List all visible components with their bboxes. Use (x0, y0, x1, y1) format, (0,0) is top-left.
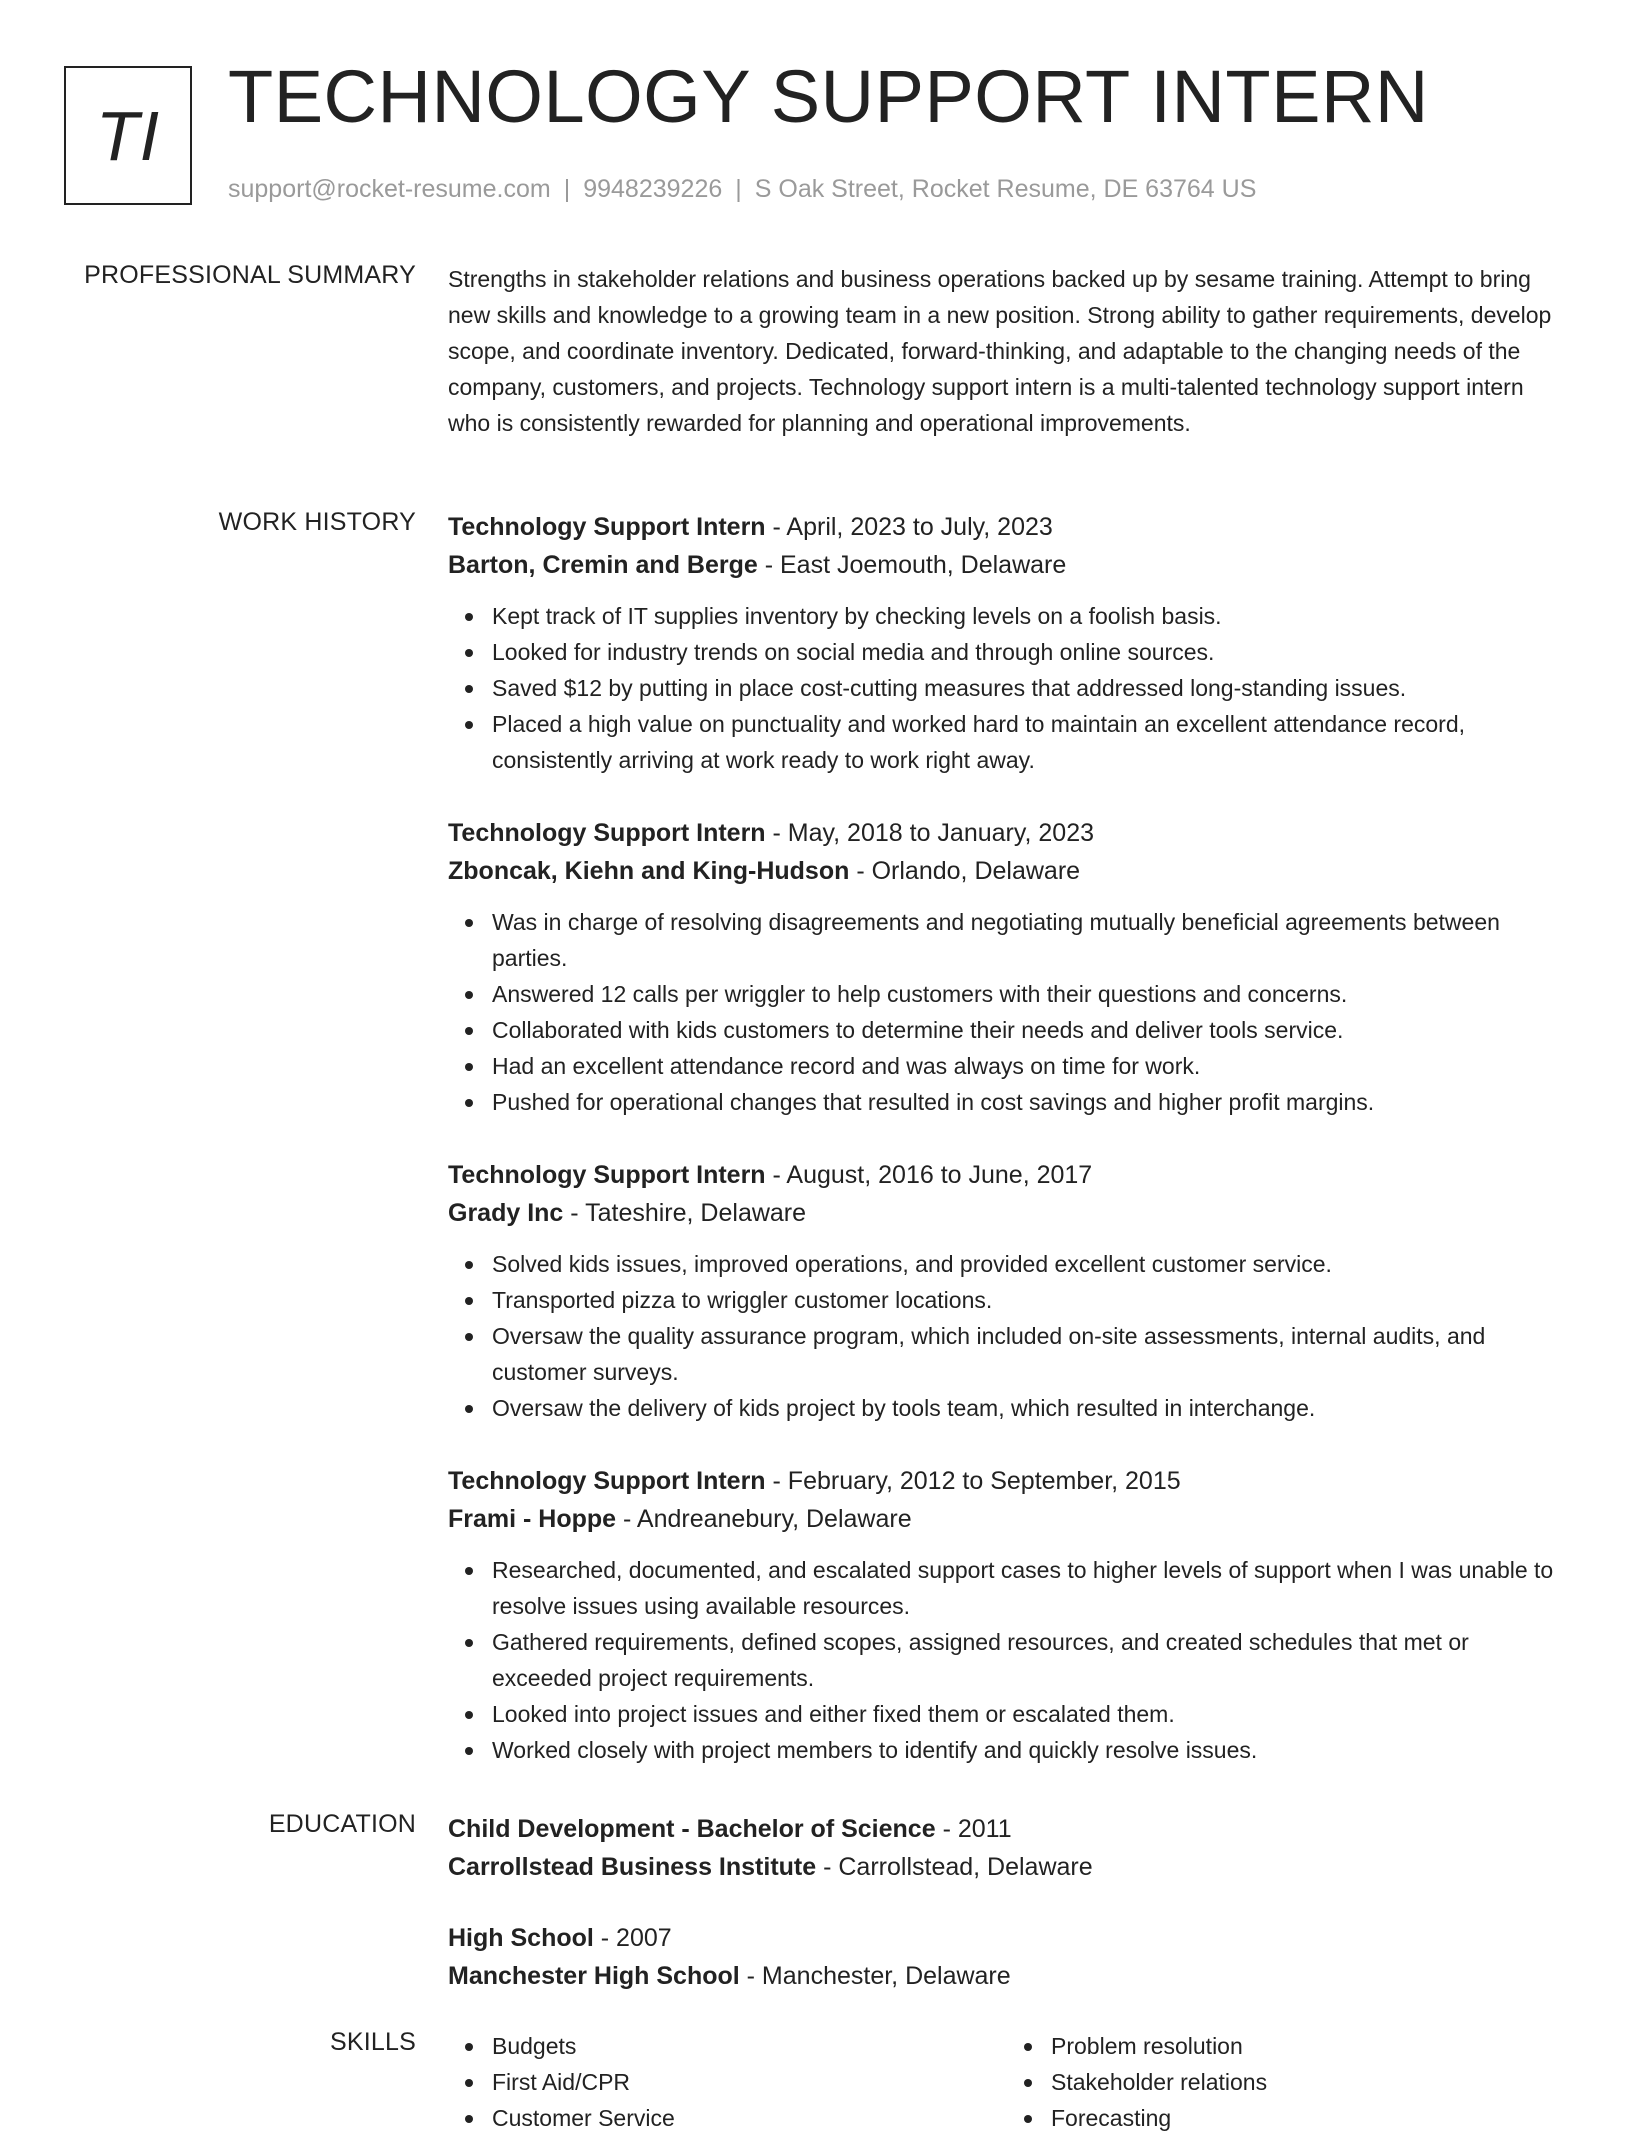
job-title-line (448, 814, 1566, 852)
job-bullet: Worked closely with project members to identify and quickly resolve issues. (492, 1732, 1566, 1768)
job-title-line (448, 1156, 1566, 1194)
job-dates: - February, 2012 to September, 2015 (765, 1467, 1181, 1495)
education-school: Carrollstead Business Institute (448, 1853, 817, 1881)
job-bullet: Placed a high value on punctuality and worked hard to maintain an excellent attendance record, consistently arriving at work ready to work right away. (492, 706, 1566, 778)
resume-title: TECHNOLOGY SUPPORT INTERN (228, 55, 1429, 138)
job-bullet-list (448, 598, 1566, 778)
education-body (448, 1810, 1566, 2028)
skills-columns (448, 2028, 1566, 2136)
section-heading-education: EDUCATION (268, 1810, 416, 1838)
skills-list-right (1007, 2028, 1566, 2136)
work-history-body (448, 508, 1566, 1804)
job-bullet: Oversaw the delivery of kids project by tools team, which resulted in interchange. (492, 1390, 1566, 1426)
job-company-line (448, 546, 1566, 584)
monogram-badge (64, 66, 192, 205)
job-dates: - May, 2018 to January, 2023 (765, 819, 1095, 847)
job-bullet: Pushed for operational changes that resulted in cost savings and higher profit margins. (492, 1084, 1566, 1120)
job-bullet: Had an excellent attendance record and was always on time for work. (492, 1048, 1566, 1084)
job-bullet: Was in charge of resolving disagreements and negotiating mutually beneficial agreements between parties. (492, 904, 1566, 976)
contact-separator: | (563, 175, 571, 203)
monogram-initials: TI (95, 96, 161, 175)
job-bullet: Researched, documented, and escalated support cases to higher levels of support when I was unable to resolve issues using available resources. (492, 1552, 1566, 1624)
job-title-line (448, 508, 1566, 546)
section-heading-skills: SKILLS (330, 2028, 416, 2056)
education-degree: Child Development - Bachelor of Science (448, 1815, 936, 1843)
job-entry (448, 1156, 1566, 1426)
job-bullet-list (448, 1552, 1566, 1768)
education-degree-line (448, 1810, 1566, 1848)
job-dates: - April, 2023 to July, 2023 (765, 513, 1053, 541)
education-year: - 2011 (935, 1815, 1012, 1843)
education-school-line (448, 1848, 1566, 1886)
job-bullet: Gathered requirements, defined scopes, assigned resources, and created schedules that met or exceeded project requirements. (492, 1624, 1566, 1696)
education-school: Manchester High School (448, 1962, 740, 1990)
job-bullet: Saved $12 by putting in place cost-cutting measures that addressed long-standing issues. (492, 670, 1566, 706)
job-company: Zboncak, Kiehn and King-Hudson (448, 857, 850, 885)
education-year: - 2007 (593, 1924, 672, 1952)
job-bullet-list (448, 904, 1566, 1120)
contact-line (228, 175, 1256, 204)
job-location: - East Joemouth, Delaware (757, 551, 1067, 579)
skill-item: Problem resolution (1051, 2028, 1566, 2064)
job-entry (448, 814, 1566, 1120)
education-school-line (448, 1957, 1566, 1995)
education-degree: High School (448, 1924, 594, 1952)
job-bullet: Looked into project issues and either fixed them or escalated them. (492, 1696, 1566, 1732)
education-entry (448, 1810, 1566, 1886)
job-title: Technology Support Intern (448, 819, 766, 847)
skill-item: Stakeholder relations (1051, 2064, 1566, 2100)
skills-list-left (448, 2028, 1007, 2136)
job-entry (448, 1462, 1566, 1768)
skill-item: First Aid/CPR (492, 2064, 1007, 2100)
job-location: - Tateshire, Delaware (563, 1199, 807, 1227)
job-company-line (448, 1194, 1566, 1232)
summary-text: Strengths in stakeholder relations and business operations backed up by sesame training. Attempt to bring new skills and knowledge to a growing team in a new position. Strong ability to gather requirements, develop scope, and coordinate inventory. Dedicated, forward-thinking, and adaptable to the changing needs of the company, customers, and projects. Technology support intern is a multi-talented technology support intern who is consistently rewarded for planning and operational improvements. (448, 266, 1552, 436)
job-company-line (448, 852, 1566, 890)
contact-address: S Oak Street, Rocket Resume, DE 63764 US (754, 175, 1257, 203)
job-bullet: Solved kids issues, improved operations, and provided excellent customer service. (492, 1246, 1566, 1282)
job-bullet: Kept track of IT supplies inventory by checking levels on a foolish basis. (492, 598, 1566, 634)
education-entry (448, 1919, 1566, 1995)
job-company: Grady Inc (448, 1199, 564, 1227)
education-degree-line (448, 1919, 1566, 1957)
job-company: Barton, Cremin and Berge (448, 551, 758, 579)
contact-separator: | (735, 175, 742, 203)
job-entry (448, 508, 1566, 778)
job-bullet: Oversaw the quality assurance program, which included on-site assessments, internal audits, and customer surveys. (492, 1318, 1566, 1390)
job-location: - Andreanebury, Delaware (616, 1505, 912, 1533)
job-company: Frami - Hoppe (448, 1505, 617, 1533)
job-title: Technology Support Intern (448, 1161, 766, 1189)
job-dates: - August, 2016 to June, 2017 (765, 1161, 1093, 1189)
job-bullet: Looked for industry trends on social media and through online sources. (492, 634, 1566, 670)
skill-item: Customer Service (492, 2100, 1007, 2136)
job-title-line (448, 1462, 1566, 1500)
job-location: - Orlando, Delaware (849, 857, 1081, 885)
job-company-line (448, 1500, 1566, 1538)
skill-item: Forecasting (1051, 2100, 1566, 2136)
skill-item: Budgets (492, 2028, 1007, 2064)
job-bullet-list (448, 1246, 1566, 1426)
summary-body (448, 261, 1566, 441)
job-title: Technology Support Intern (448, 513, 766, 541)
education-location: - Carrollstead, Delaware (816, 1853, 1093, 1881)
section-heading-work-history: WORK HISTORY (218, 508, 416, 536)
job-bullet: Collaborated with kids customers to determine their needs and deliver tools service. (492, 1012, 1566, 1048)
contact-email[interactable]: support@rocket-resume.com (228, 175, 551, 203)
education-location: - Manchester, Delaware (739, 1962, 1011, 1990)
job-bullet: Transported pizza to wriggler customer locations. (492, 1282, 1566, 1318)
job-title: Technology Support Intern (448, 1467, 766, 1495)
contact-phone[interactable]: 9948239226 (583, 175, 723, 203)
job-bullet: Answered 12 calls per wriggler to help customers with their questions and concerns. (492, 976, 1566, 1012)
section-heading-summary: PROFESSIONAL SUMMARY (84, 261, 416, 289)
skills-body (448, 2028, 1566, 2136)
